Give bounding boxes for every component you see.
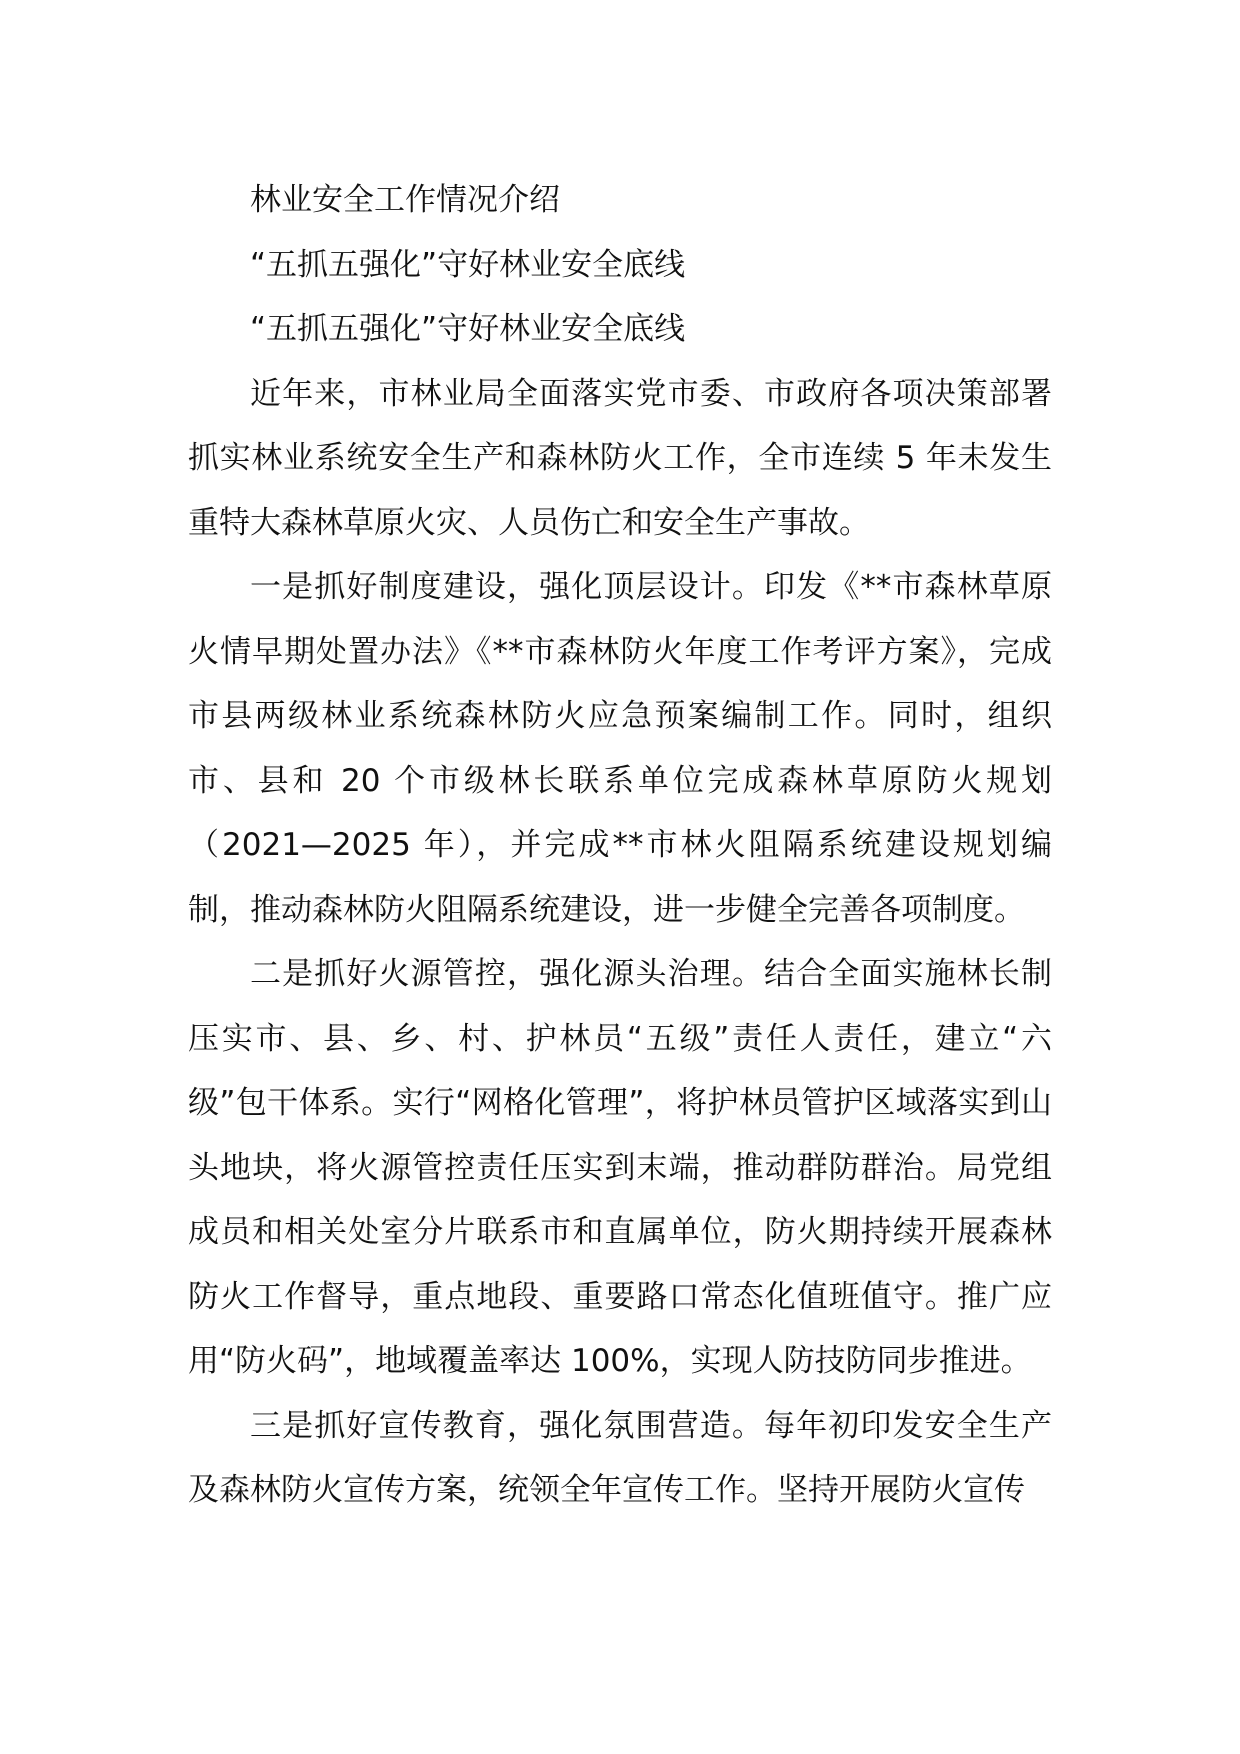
paragraph-publicity-education: 三是抓好宣传教育，强化氛围营造。每年初印发安全生产及森林防火宣传方案，统领全年宣传工作。坚持开展防火宣传 [188, 1407, 1052, 1508]
document-body [188, 168, 1052, 1523]
document-subtitle: “五抓五强化”守好林业安全底线 [250, 246, 686, 283]
paragraph-intro: 近年来，市林业局全面落实党市委、市政府各项决策部署抓实林业系统安全生产和森林防火工作，全市连续 5 年未发生重特大森林草原火灾、人员伤亡和安全生产事故。 [188, 375, 1052, 541]
document-title: 林业安全工作情况介绍 [250, 182, 560, 218]
paragraph-institution-building: 一是抓好制度建设，强化顶层设计。印发《**市森林草原火情早期处置办法》《**市森林防火年度工作考评方案》，完成市县两级林业系统森林防火应急预案编制工作。同时，组织市、县和 20 个市级林长联系单位完成森林草原防火规划（2021—2025 年），并完成**市林火阻隔系统建设规划编制，推动森林防火阻隔系统建设，进一步健全完善各项制度。 [188, 569, 1052, 928]
document-subtitle-repeat: “五抓五强化”守好林业安全底线 [250, 311, 686, 347]
paragraph-fire-source-control: 二是抓好火源管控，强化源头治理。结合全面实施林长制压实市、县、乡、村、护林员“五级”责任人责任，建立“六级”包干体系。实行“网格化管理”，将护林员管护区域落实到山头地块，将火源管控责任压实到末端，推动群防群治。局党组成员和相关处室分片联系市和直属单位，防火期持续开展森林防火工作督导，重点地段、重要路口常态化值班值守。推广应用“防火码”，地域覆盖率达 100%，实现人防技防同步推进。 [188, 956, 1052, 1379]
